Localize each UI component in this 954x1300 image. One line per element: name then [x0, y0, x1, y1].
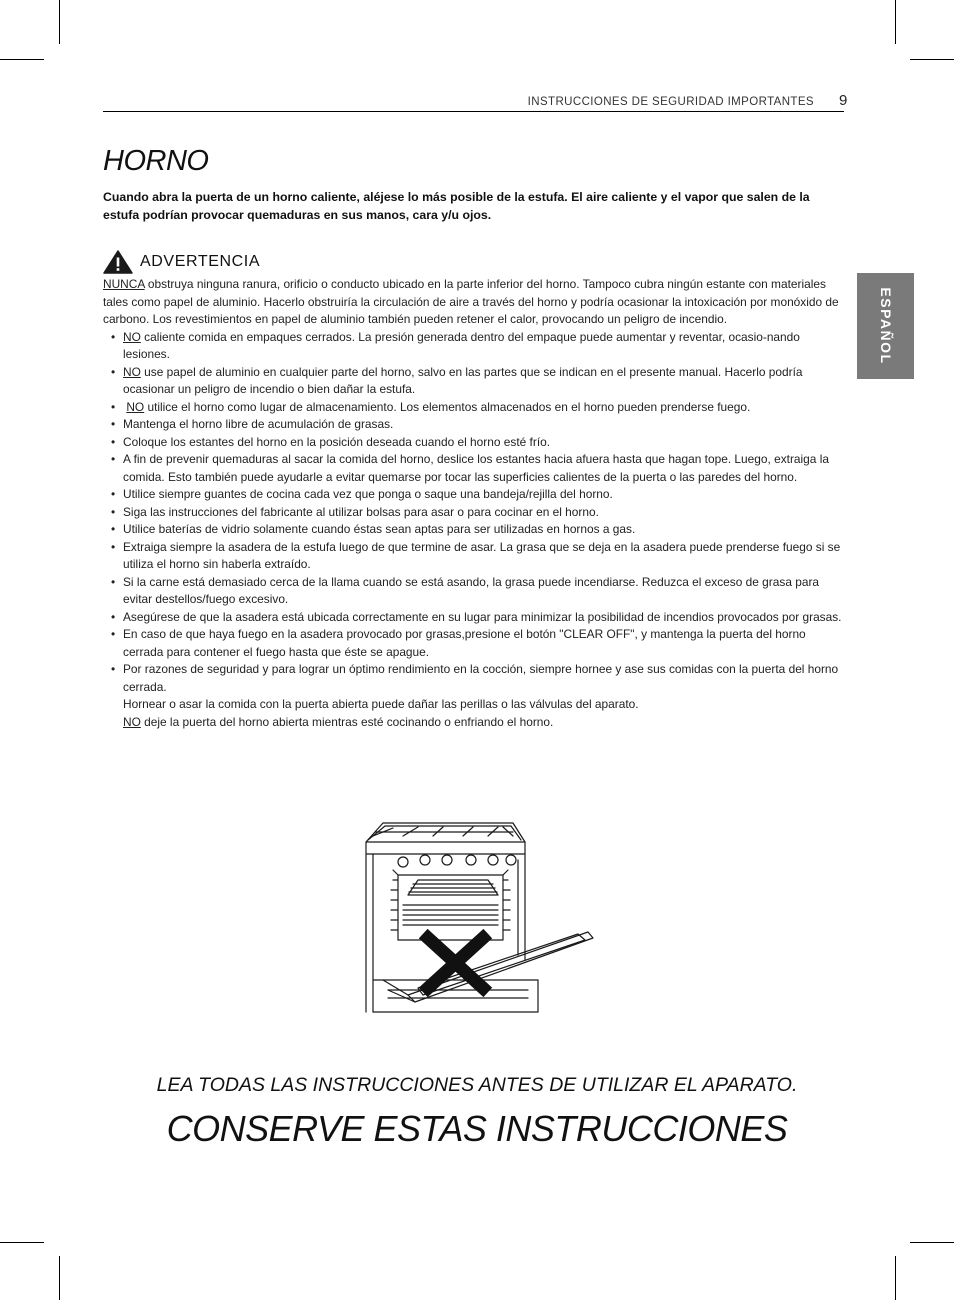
crop-mark	[910, 1242, 954, 1243]
list-item-text: Utilice baterías de vidrio solamente cuando éstas sean aptas para ser utilizadas en hornos a gas.	[123, 522, 636, 536]
list-item	[103, 661, 846, 696]
header-divider	[103, 111, 844, 112]
section-title: HORNO	[103, 145, 209, 177]
list-item	[103, 574, 846, 609]
language-tab	[857, 273, 914, 379]
trailing-paragraph	[103, 714, 846, 732]
list-item	[103, 609, 846, 627]
list-item-text: Mantenga el horno libre de acumulación de grasas.	[123, 417, 394, 431]
keyword: NO	[123, 364, 141, 379]
warning-heading	[103, 250, 260, 274]
list-item	[103, 486, 846, 504]
list-item-text: Asegúrese de que la asadera está ubicada correctamente en su lugar para minimizar la posibilidad de incendios provocados por grasas.	[123, 609, 842, 624]
list-item-text: Por razones de seguridad y para lograr un óptimo rendimiento en la cocción, siempre hornee y ase sus comidas con la puerta del horno cerrada.	[123, 662, 839, 694]
list-item-text: En caso de que haya fuego en la asadera provocado por grasas,presione el botón "CLEAR OFF", y mantenga la puerta del horno cerrada para contener el fuego hasta que éste se apague.	[123, 627, 806, 659]
list-item-text: Siga las instrucciones del fabricante al utilizar bolsas para asar o para cocinar en el horno.	[123, 504, 599, 519]
list-item-text: Si la carne está demasiado cerca de la llama cuando se está asando, la grasa puede incendiarse. Reduzca el exceso de grasa para evitar destellos/fuego excesivo.	[123, 574, 820, 606]
list-item-text: utilice el horno como lugar de almacenamiento. Los elementos almacenados en el horno pueden prenderse fuego.	[144, 399, 751, 414]
crop-mark	[59, 0, 60, 44]
keyword: NUNCA	[103, 277, 145, 291]
warning-triangle-icon	[103, 250, 133, 274]
crop-mark	[59, 1256, 60, 1300]
list-item	[103, 521, 846, 539]
crop-mark	[895, 0, 896, 44]
crop-mark	[0, 1242, 44, 1243]
oven-open-door-illustration	[363, 820, 595, 1016]
keyword: NO	[123, 714, 141, 729]
list-item-text: Extraiga siempre la asadera de la estufa luego de que termine de asar. La grasa que se deja en la asadera puede prenderse fuego si se utiliza el horno sin haberla extraído.	[123, 539, 841, 571]
footer-note: LEA TODAS LAS INSTRUCCIONES ANTES DE UTILIZAR EL APARATO.	[156, 1074, 798, 1096]
page-number: 9	[839, 92, 848, 109]
warning-lead-paragraph	[103, 276, 846, 329]
list-item-text: A fin de prevenir quemaduras al sacar la comida del horno, deslice los estantes hacia afuera hasta que hagan tope. Luego, extraiga la comida. Esto también puede ayudarle a evitar quemarse por tocar las superficies calientes de la puerta o las paredes del horno.	[123, 452, 829, 484]
list-item-text: Coloque los estantes del horno en la posición deseada cuando el horno esté frío.	[123, 434, 551, 449]
warning-body	[103, 276, 846, 731]
list-item	[103, 416, 846, 434]
keyword: NO	[123, 329, 141, 344]
crop-mark	[0, 59, 44, 60]
trailing-paragraph: Hornear o asar la comida con la puerta abierta puede dañar las perillas o las válvulas del aparato.	[123, 697, 639, 711]
list-item	[103, 451, 846, 486]
footer-title: CONSERVE ESTAS INSTRUCCIONES	[166, 1108, 788, 1149]
list-item	[103, 504, 846, 522]
paragraph-text: obstruya ninguna ranura, orificio o conducto ubicado en la parte inferior del horno. Tampoco cubra ningún estante con materiales tales como papel de aluminio. Hacerlo obstruiría la circulación de aire a través del horno y podría ocasionar la intoxicación por monóxido de carbono. Los revestimientos en papel de aluminio también pueden retener el calor, provocando un peligro de incendio.	[103, 277, 839, 326]
running-header: INSTRUCCIONES DE SEGURIDAD IMPORTANTES	[527, 96, 814, 108]
warning-list	[103, 329, 846, 697]
list-item	[103, 434, 846, 452]
list-item-text: caliente comida en empaques cerrados. La presión generada dentro del empaque puede aumentar y reventar, ocasio-nando lesiones.	[123, 329, 800, 361]
list-item	[103, 399, 846, 417]
list-item	[103, 364, 846, 399]
list-item-text: Utilice siempre guantes de cocina cada vez que ponga o saque una bandeja/rejilla del horno.	[123, 487, 613, 501]
crop-mark	[910, 59, 954, 60]
section-intro: Cuando abra la puerta de un horno caliente, aléjese lo más posible de la estufa. El aire caliente y el vapor que salen de la estufa podrían provocar quemaduras en sus manos, cara y/u ojos.	[103, 190, 810, 222]
keyword: NO	[126, 399, 145, 414]
paragraph-text: deje la puerta del horno abierta mientras esté cocinando o enfriando el horno.	[140, 714, 554, 729]
list-item	[103, 329, 846, 364]
list-item-text: use papel de aluminio en cualquier parte del horno, salvo en las partes que se indican en el presente manual. Hacerlo podría ocasionar un peligro de incendio o bien dañar la estufa.	[123, 364, 803, 396]
list-item	[103, 626, 846, 661]
warning-label: ADVERTENCIA	[140, 253, 261, 270]
crop-mark	[895, 1256, 896, 1300]
language-tab-label: ESPAÑOL	[877, 287, 894, 365]
list-item	[103, 539, 846, 574]
